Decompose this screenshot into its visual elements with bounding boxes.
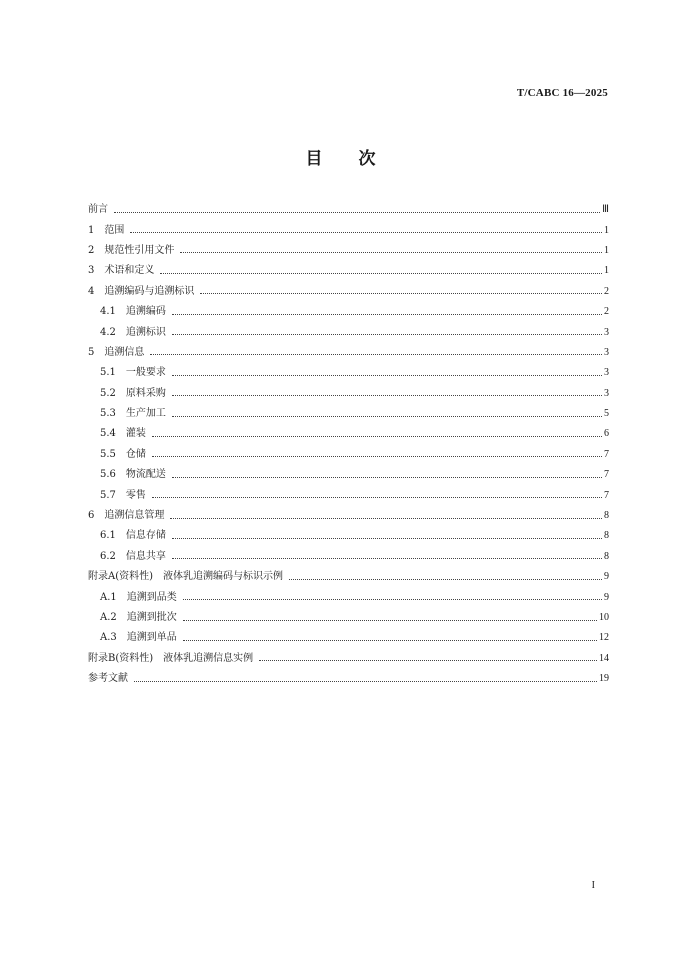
toc-entry-label: 附录A(资料性) 液体乳追溯编码与标识示例	[88, 571, 284, 583]
toc-entry-number: 4	[88, 285, 95, 297]
toc-entry[interactable]	[88, 445, 609, 465]
toc-entry-page: 19	[599, 673, 609, 685]
toc-entry-number: 5.4	[100, 428, 116, 440]
toc-entry-page: 3	[604, 367, 609, 379]
toc-dot-leader	[289, 579, 602, 580]
toc-entry-label: 追溯到品类	[126, 591, 177, 603]
toc-entry-label: 原料采购	[125, 387, 166, 399]
toc-dot-leader	[172, 477, 602, 478]
toc-entry[interactable]	[88, 282, 609, 302]
table-of-contents	[88, 200, 609, 689]
toc-entry-label: 追溯信息管理	[104, 510, 165, 522]
toc-dot-leader	[134, 681, 597, 682]
toc-entry-label: 术语和定义	[104, 265, 155, 277]
toc-entry-page: 8	[604, 530, 609, 542]
toc-entry-number: A.2	[100, 612, 117, 623]
title-char-2: 次	[358, 149, 376, 169]
toc-entry-number: 5	[88, 346, 95, 358]
toc-entry-number: 4.1	[100, 306, 116, 318]
toc-entry[interactable]	[88, 567, 609, 587]
toc-entry-page: 2	[604, 285, 609, 297]
toc-entry-number: 6	[88, 510, 95, 522]
toc-dot-leader	[160, 273, 602, 274]
toc-entry[interactable]	[88, 241, 609, 261]
toc-entry-page: 7	[604, 448, 609, 460]
toc-entry-number: 2	[88, 244, 95, 256]
toc-entry-page: 8	[604, 510, 609, 522]
toc-entry-page: 1	[604, 244, 609, 256]
toc-dot-leader	[172, 375, 602, 376]
toc-dot-leader	[183, 599, 602, 600]
toc-dot-leader	[180, 252, 602, 253]
toc-entry[interactable]	[88, 302, 609, 322]
toc-entry-page: 1	[604, 224, 609, 236]
toc-entry-page: 7	[604, 489, 609, 501]
toc-entry-label: 范围	[104, 224, 125, 236]
toc-dot-leader	[152, 436, 602, 437]
toc-entry-number: A.1	[100, 591, 117, 603]
toc-entry-page: 10	[599, 612, 609, 623]
toc-entry[interactable]	[88, 649, 609, 669]
toc-dot-leader	[152, 497, 602, 498]
toc-entry-number: 5.1	[100, 367, 116, 379]
toc-entry-label: 追溯到批次	[126, 612, 177, 623]
toc-entry-label: 追溯标识	[125, 326, 166, 338]
toc-entry[interactable]	[88, 363, 609, 383]
toc-entry[interactable]	[88, 526, 609, 546]
toc-entry-label: 一般要求	[125, 367, 166, 379]
toc-dot-leader	[130, 232, 602, 233]
toc-entry-page: 6	[604, 428, 609, 440]
toc-entry-page: 9	[604, 571, 609, 583]
toc-dot-leader	[259, 660, 597, 661]
toc-entry[interactable]	[88, 506, 609, 526]
toc-entry-number: A.3	[100, 632, 117, 644]
toc-entry-page: 12	[599, 632, 609, 644]
toc-entry-page: 3	[604, 387, 609, 399]
toc-dot-leader	[200, 293, 602, 294]
toc-entry[interactable]	[88, 608, 609, 628]
toc-entry-label: 信息存储	[125, 530, 166, 542]
toc-entry-label: 信息共享	[125, 550, 166, 562]
toc-entry-label: 生产加工	[125, 408, 166, 420]
toc-entry[interactable]	[88, 322, 609, 342]
page-number: I	[591, 880, 595, 891]
toc-entry-label: 参考文献	[88, 673, 128, 685]
toc-entry-page: 5	[604, 408, 609, 420]
toc-entry-page: 14	[599, 652, 609, 664]
toc-dot-leader	[152, 456, 602, 457]
toc-entry-page: 1	[604, 265, 609, 277]
toc-entry[interactable]	[88, 343, 609, 363]
toc-dot-leader	[172, 314, 602, 315]
toc-entry-page: Ⅲ	[602, 204, 609, 216]
toc-entry-label: 追溯编码与追溯标识	[104, 285, 195, 297]
title-char-1: 目	[305, 149, 323, 169]
toc-dot-leader	[114, 212, 600, 213]
toc-entry-number: 1	[88, 224, 95, 236]
toc-entry-number: 5.6	[100, 469, 116, 481]
toc-entry-number: 6.1	[100, 530, 116, 542]
toc-entry-page: 3	[604, 326, 609, 338]
toc-entry-label: 规范性引用文件	[104, 244, 175, 256]
toc-entry-label: 追溯到单品	[126, 632, 177, 644]
toc-entry[interactable]	[88, 628, 609, 648]
toc-entry[interactable]	[88, 220, 609, 240]
toc-dot-leader	[183, 620, 597, 621]
toc-entry-label: 附录B(资料性) 液体乳追溯信息实例	[88, 652, 254, 664]
toc-dot-leader	[150, 354, 602, 355]
toc-entry-page: 2	[604, 306, 609, 318]
toc-entry[interactable]	[88, 547, 609, 567]
toc-entry[interactable]	[88, 587, 609, 607]
toc-entry[interactable]	[88, 404, 609, 424]
toc-entry[interactable]	[88, 200, 609, 220]
toc-dot-leader	[172, 558, 602, 559]
toc-entry-number: 6.2	[100, 550, 116, 562]
toc-entry-page: 9	[604, 591, 609, 603]
toc-entry-label: 仓储	[125, 448, 146, 460]
toc-entry-number: 5.2	[100, 387, 116, 399]
toc-entry[interactable]	[88, 261, 609, 281]
toc-entry[interactable]	[88, 424, 609, 444]
toc-entry-number: 5.5	[100, 448, 116, 460]
toc-entry-page: 3	[604, 346, 609, 358]
toc-dot-leader	[170, 518, 602, 519]
toc-entry-label: 灌装	[125, 428, 146, 440]
toc-entry-label: 前言	[88, 204, 108, 216]
toc-dot-leader	[172, 538, 602, 539]
toc-entry-number: 5.3	[100, 408, 116, 420]
page-title	[0, 144, 681, 169]
toc-entry-number: 5.7	[100, 489, 116, 501]
toc-entry[interactable]	[88, 669, 609, 689]
toc-entry[interactable]	[88, 465, 609, 485]
toc-entry-label: 物流配送	[125, 469, 166, 481]
toc-entry[interactable]	[88, 485, 609, 505]
toc-entry-label: 零售	[125, 489, 146, 501]
toc-entry-page: 8	[604, 550, 609, 562]
toc-entry-number: 4.2	[100, 326, 116, 338]
toc-dot-leader	[172, 395, 602, 396]
toc-entry[interactable]	[88, 384, 609, 404]
standard-code: T/CABC 16—2025	[516, 87, 608, 99]
toc-dot-leader	[172, 334, 602, 335]
toc-entry-label: 追溯编码	[125, 306, 166, 318]
toc-entry-page: 7	[604, 469, 609, 481]
toc-dot-leader	[172, 416, 602, 417]
toc-entry-label: 追溯信息	[104, 346, 145, 358]
toc-dot-leader	[183, 640, 597, 641]
toc-entry-number: 3	[88, 265, 95, 277]
